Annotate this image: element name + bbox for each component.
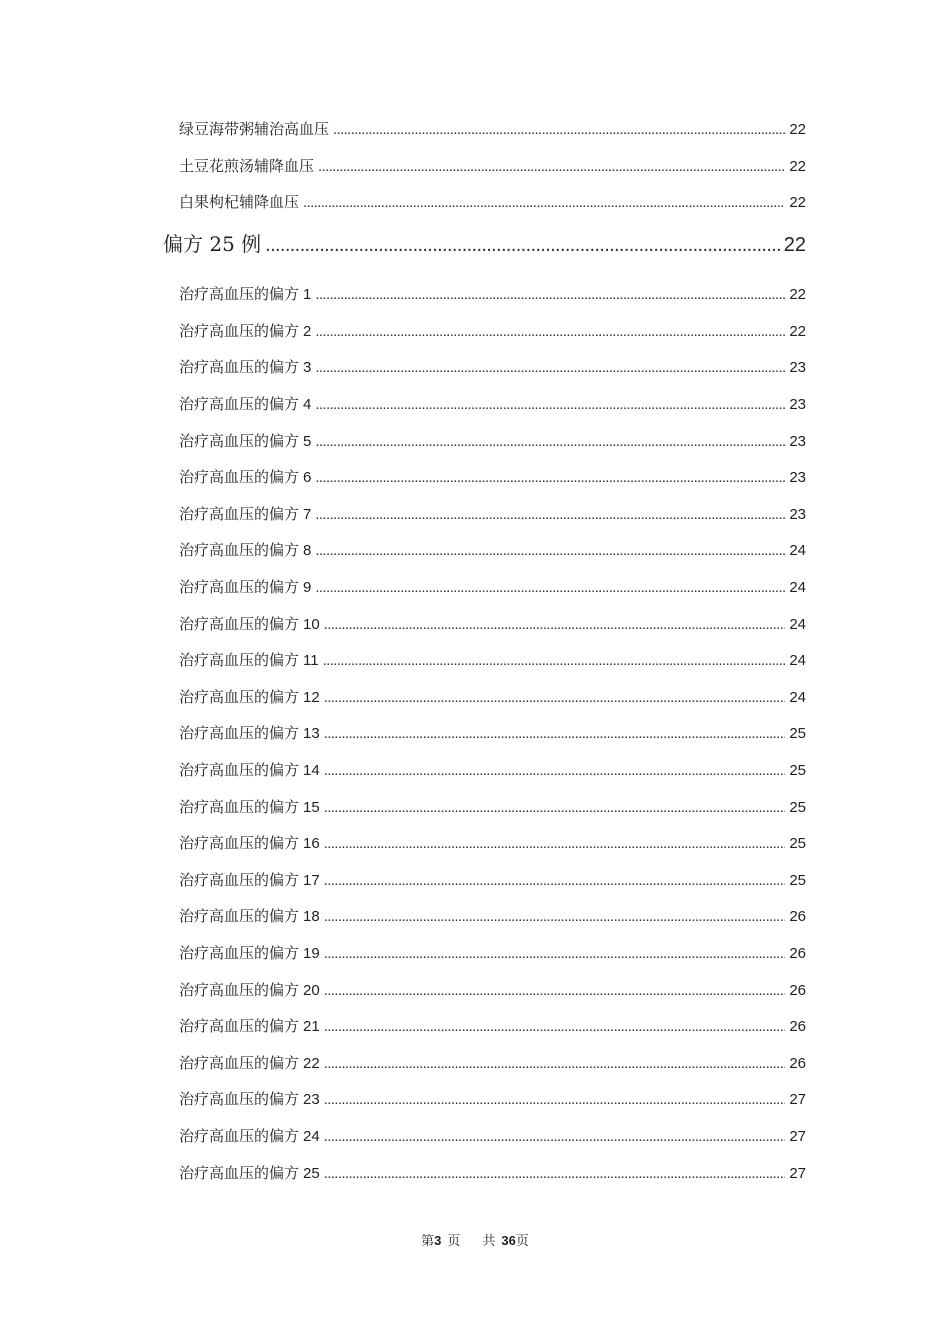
toc-dot-leader <box>315 504 785 526</box>
toc-entry[interactable] <box>179 613 806 635</box>
toc-page-number: 25 <box>789 725 806 743</box>
toc-entry-title <box>179 686 320 709</box>
toc-page-number: 24 <box>789 542 806 560</box>
toc-entry[interactable] <box>179 576 806 598</box>
toc-page-number: 24 <box>789 615 806 633</box>
toc-entry-number: 9 <box>303 579 312 596</box>
toc-entry-title-text: 治疗高血压的偏方 <box>179 1127 300 1145</box>
toc-page-number: 27 <box>789 1128 806 1145</box>
footer-total-pages: 36 <box>501 1233 516 1248</box>
footer-prefix: 第 <box>421 1234 435 1249</box>
toc-entry[interactable] <box>179 905 806 927</box>
toc-entry-title-text: 治疗高血压的偏方 <box>179 761 300 779</box>
toc-entry-title <box>179 191 299 213</box>
toc-dot-leader <box>324 797 786 819</box>
footer-suffix: 页 <box>515 1234 529 1249</box>
toc-heading[interactable] <box>163 229 806 259</box>
toc-entry-title <box>179 649 319 672</box>
toc-entry-title <box>179 539 311 562</box>
toc-entry[interactable] <box>179 649 806 671</box>
toc-entry-title <box>179 1125 320 1148</box>
toc-dot-leader <box>315 394 785 416</box>
toc-dot-leader <box>324 1163 786 1185</box>
toc-entry-title-text: 治疗高血压的偏方 <box>179 944 300 962</box>
toc-page-number: 22 <box>789 157 806 175</box>
toc-entry-title <box>179 1162 320 1185</box>
toc-entry[interactable] <box>179 320 806 342</box>
toc-dot-leader <box>324 1089 786 1111</box>
toc-page-number: 22 <box>789 286 806 304</box>
toc-page-number: 27 <box>789 1164 806 1182</box>
toc-page-number: 23 <box>789 432 806 450</box>
toc-dot-leader <box>324 723 786 745</box>
toc-page-number: 22 <box>789 194 806 212</box>
toc-entry-number: 11 <box>303 652 319 670</box>
toc-entry[interactable] <box>179 539 806 561</box>
toc-entry-number: 19 <box>303 945 320 962</box>
toc-entry-title-text: 治疗高血压的偏方 <box>179 651 300 670</box>
toc-entry-number: 15 <box>303 798 320 816</box>
toc-dot-leader <box>315 284 785 306</box>
toc-entry-title <box>179 576 311 599</box>
toc-entry-title-text: 治疗高血压的偏方 <box>179 614 300 633</box>
toc-entry-title <box>179 979 320 1002</box>
toc-dot-leader <box>265 230 780 260</box>
toc-entry-title-text: 治疗高血压的偏方 <box>179 907 300 926</box>
toc-entry-number: 2 <box>303 322 312 340</box>
toc-entry-title-text: 治疗高血压的偏方 <box>179 358 300 377</box>
toc-entry-title <box>179 1052 320 1075</box>
toc-entry[interactable] <box>179 942 806 964</box>
toc-entry-title-text: 治疗高血压的偏方 <box>179 468 300 487</box>
toc-dot-leader <box>324 760 786 782</box>
toc-entry-number: 21 <box>303 1018 320 1036</box>
footer-current-page: 3 <box>434 1233 442 1248</box>
toc-page-number: 23 <box>789 469 806 487</box>
footer-total-word: 共 <box>482 1234 496 1249</box>
toc-entry-number: 20 <box>303 981 320 999</box>
toc-dot-leader <box>333 119 785 141</box>
toc-dot-leader <box>315 357 785 379</box>
toc-dot-leader <box>315 467 785 489</box>
toc-entry-title-text: 治疗高血压的偏方 <box>179 797 300 816</box>
toc-page-number: 23 <box>789 359 806 377</box>
toc-entry[interactable] <box>179 1162 806 1184</box>
toc-dot-leader <box>324 1126 786 1148</box>
toc-entry-number: 1 <box>303 286 312 304</box>
toc-entry-number: 4 <box>303 396 312 413</box>
toc-entry-number: 18 <box>303 908 320 926</box>
toc-page-number: 25 <box>789 762 806 779</box>
toc-dot-leader <box>324 906 786 928</box>
toc-entry-title-text: 绿豆海带粥辅治高血压 <box>179 120 330 138</box>
toc-page-number: 26 <box>789 1018 806 1036</box>
toc-entry-title <box>179 722 320 745</box>
toc-page-number: 26 <box>789 1054 806 1072</box>
toc-entry-title <box>179 1015 320 1038</box>
toc-entry-title-text: 白果枸杞辅降血压 <box>179 193 300 212</box>
toc-entry[interactable] <box>179 1088 806 1110</box>
toc-page-number: 26 <box>789 945 806 962</box>
toc-page-number: 22 <box>789 121 806 138</box>
toc-entry-title-text: 治疗高血压的偏方 <box>179 980 300 999</box>
toc-entry-number: 17 <box>303 871 320 889</box>
toc-entry[interactable] <box>179 1125 806 1147</box>
toc-entry-title <box>179 832 320 855</box>
toc-entry-title-text: 治疗高血压的偏方 <box>179 541 300 560</box>
toc-entry[interactable] <box>179 759 806 781</box>
toc-page-number: 25 <box>789 871 806 889</box>
toc-entry[interactable] <box>179 466 806 488</box>
toc-dot-leader <box>324 614 786 636</box>
toc-page-number: 24 <box>789 652 806 670</box>
toc-entry-title <box>179 155 314 177</box>
toc-entry-title <box>179 283 311 306</box>
toc-entry-number: 16 <box>303 835 320 853</box>
toc-entry-title <box>179 869 320 892</box>
toc-entry-title-text: 治疗高血压的偏方 <box>179 395 300 413</box>
toc-page-number: 23 <box>789 505 806 523</box>
toc-entry[interactable] <box>179 686 806 708</box>
toc-dot-leader <box>324 943 786 965</box>
toc-entry-number: 24 <box>303 1128 320 1145</box>
toc-entry-title <box>179 320 311 343</box>
toc-entry[interactable] <box>179 979 806 1001</box>
toc-entry-title-text: 治疗高血压的偏方 <box>179 578 300 596</box>
toc-entry[interactable] <box>179 832 806 854</box>
toc-dot-leader <box>324 687 786 709</box>
toc-dot-leader <box>324 833 786 855</box>
toc-entry[interactable] <box>179 722 806 744</box>
toc-entry-number: 22 <box>303 1054 320 1072</box>
toc-entry-number: 3 <box>303 359 312 377</box>
toc-entry-title <box>179 393 311 416</box>
toc-entry-title <box>179 796 320 819</box>
toc-entry-title-text: 治疗高血压的偏方 <box>179 431 300 450</box>
toc-entry[interactable] <box>179 1015 806 1037</box>
toc-entry-number: 10 <box>303 615 320 633</box>
toc-entry[interactable] <box>179 155 806 177</box>
toc-entry-number: 6 <box>303 469 312 487</box>
toc-entry-title-text: 治疗高血压的偏方 <box>179 285 300 304</box>
toc-page-number: 24 <box>789 688 806 706</box>
toc-dot-leader <box>324 1016 786 1038</box>
toc-entry[interactable] <box>179 430 806 452</box>
toc-entry-title-text: 土豆花煎汤辅降血压 <box>179 156 315 175</box>
toc-entry[interactable] <box>179 393 806 415</box>
toc-entry-number: 23 <box>303 1091 320 1109</box>
toc-entry[interactable] <box>179 283 806 305</box>
toc-entry-title <box>179 356 311 379</box>
toc-entry-title <box>179 1088 320 1111</box>
toc-entry[interactable] <box>179 356 806 378</box>
toc-entry[interactable] <box>179 503 806 525</box>
toc-dot-leader <box>303 192 785 214</box>
toc-entry-number: 12 <box>303 688 320 706</box>
toc-entry[interactable] <box>179 796 806 818</box>
toc-entry-title <box>179 905 320 928</box>
toc-page-number: 24 <box>789 579 806 596</box>
toc-entry-title <box>163 229 261 259</box>
toc-entry[interactable] <box>179 1052 806 1074</box>
toc-entry-title-text: 治疗高血压的偏方 <box>179 321 300 340</box>
toc-entry-number: 14 <box>303 762 320 779</box>
toc-entry[interactable] <box>179 869 806 891</box>
toc-page-number: 26 <box>789 981 806 999</box>
toc-entry-title <box>179 118 329 140</box>
toc-entry-number: 8 <box>303 542 312 560</box>
toc-entry[interactable] <box>179 118 806 140</box>
toc-page-number: 22 <box>789 322 806 340</box>
toc-entry-title-text: 治疗高血压的偏方 <box>179 724 300 743</box>
footer-page-word: 页 <box>447 1234 461 1249</box>
toc-entry-title-text: 治疗高血压的偏方 <box>179 1017 300 1036</box>
toc-dot-leader <box>324 1053 786 1075</box>
toc-page-number: 22 <box>783 234 806 257</box>
toc-entry-title <box>179 613 320 636</box>
toc-dot-leader <box>315 321 785 343</box>
toc-entry-title <box>179 430 311 453</box>
toc-entry-number: 13 <box>303 725 320 743</box>
toc-entry-title-text: 治疗高血压的偏方 <box>179 504 300 523</box>
toc-dot-leader <box>315 577 785 599</box>
toc-page-number: 27 <box>789 1091 806 1109</box>
toc-entry-title <box>179 759 320 782</box>
toc-dot-leader <box>318 156 785 178</box>
toc-entry-title-text: 治疗高血压的偏方 <box>179 870 300 889</box>
toc-dot-leader <box>315 540 785 562</box>
toc-entry-title-text: 偏方 25 例 <box>163 232 262 257</box>
toc-entry-number: 25 <box>303 1164 320 1182</box>
toc-page-number: 25 <box>789 835 806 853</box>
toc-entry-title-text: 治疗高血压的偏方 <box>179 1163 300 1182</box>
toc-dot-leader <box>315 431 785 453</box>
toc-entry-title <box>179 503 311 526</box>
toc-entry-title <box>179 466 311 489</box>
page-footer <box>0 1230 950 1249</box>
toc-entry[interactable] <box>179 191 806 213</box>
toc-dot-leader <box>324 980 786 1002</box>
toc-page-number: 23 <box>789 396 806 413</box>
toc-page-number: 26 <box>789 908 806 926</box>
toc-dot-leader <box>324 870 786 892</box>
toc-entry-number: 7 <box>303 505 312 523</box>
toc-entry-title-text: 治疗高血压的偏方 <box>179 1090 300 1109</box>
toc-entry-title-text: 治疗高血压的偏方 <box>179 834 300 853</box>
toc-entry-number: 5 <box>303 432 312 450</box>
toc-entry-title-text: 治疗高血压的偏方 <box>179 687 300 706</box>
toc-entry-title <box>179 942 320 965</box>
toc-entry-title-text: 治疗高血压的偏方 <box>179 1053 300 1072</box>
toc-page-number: 25 <box>789 798 806 816</box>
toc-dot-leader <box>323 650 786 672</box>
